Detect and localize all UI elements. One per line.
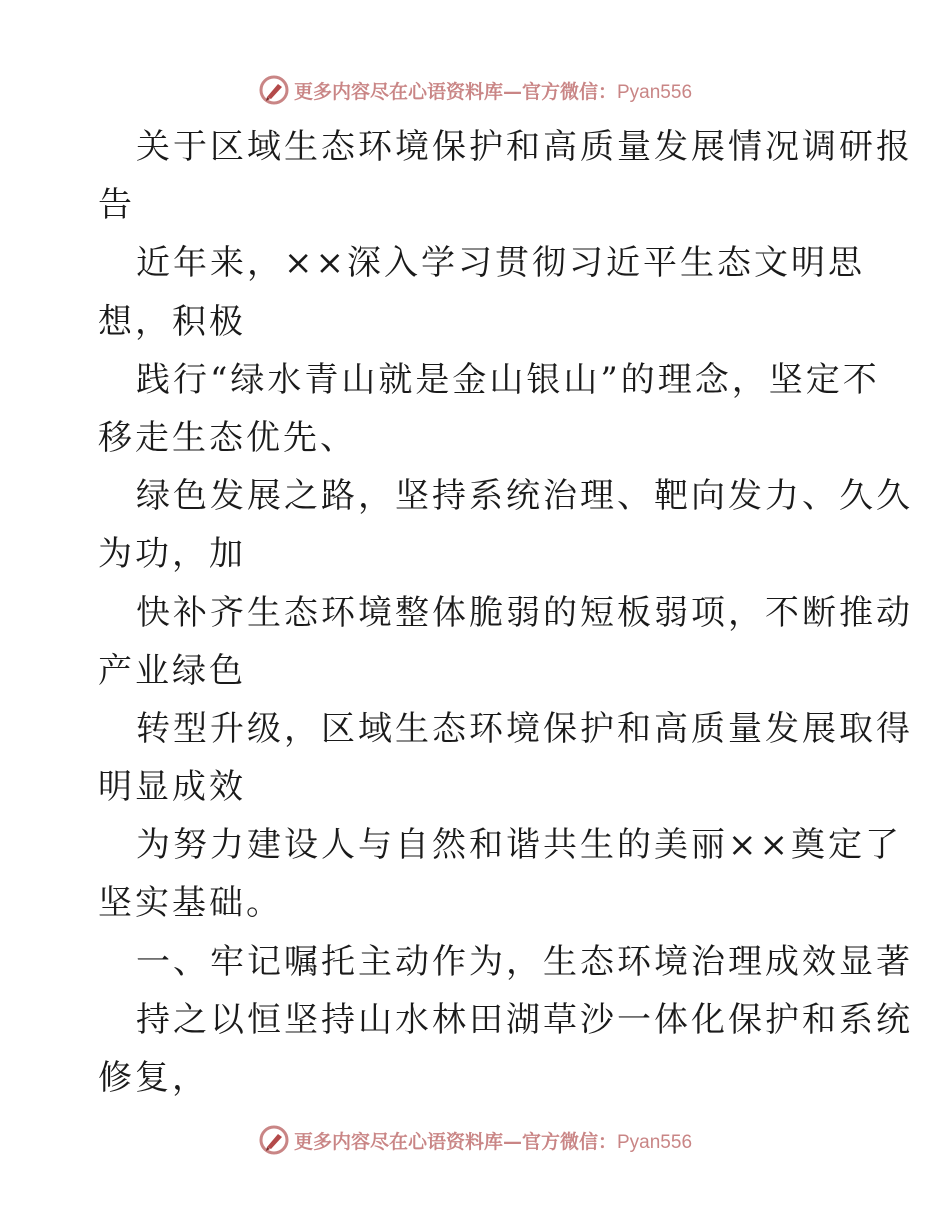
watermark-text: 更多内容尽在心语资料库—官方微信：Pyan556: [293, 80, 693, 103]
text-line: 为功，加: [98, 534, 246, 575]
footer-watermark: [0, 1120, 950, 1160]
text-line: 告: [98, 185, 135, 226]
text-line: 移走生态优先、: [98, 417, 357, 458]
text-line: 关于区域生态环境保护和高质量发展情况调研报: [136, 127, 913, 167]
pen-logo-icon: [258, 1124, 290, 1156]
text-line: 近年来，××深入学习贯彻习近平生态文明思: [136, 243, 865, 284]
text-line: 明显成效: [98, 767, 246, 808]
text-line: 绿色发展之路，坚持系统治理、靶向发力、久久: [136, 476, 913, 517]
text-line: 为努力建设人与自然和谐共生的美丽××奠定了: [136, 825, 902, 866]
text-line: 一、牢记嘱托主动作为，生态环境治理成效显著: [136, 941, 913, 982]
text-line: 修复，: [98, 1058, 209, 1098]
pen-logo-icon: [258, 74, 290, 106]
watermark-text: 更多内容尽在心语资料库—官方微信：Pyan556: [293, 1130, 693, 1153]
text-line: 快补齐生态环境整体脆弱的短板弱项，不断推动: [136, 592, 913, 633]
text-line: 产业绿色: [98, 650, 246, 691]
document-body: [98, 118, 913, 1107]
text-line: 想，积极: [98, 301, 246, 342]
header-watermark: [0, 70, 950, 110]
text-line: 转型升级，区域生态环境保护和高质量发展取得: [136, 708, 913, 749]
text-line: 践行“绿水青山就是金山银山”的理念，坚定不: [136, 359, 880, 400]
text-line: 持之以恒坚持山水林田湖草沙一体化保护和系统: [136, 999, 913, 1040]
text-line: 坚实基础。: [98, 883, 283, 924]
